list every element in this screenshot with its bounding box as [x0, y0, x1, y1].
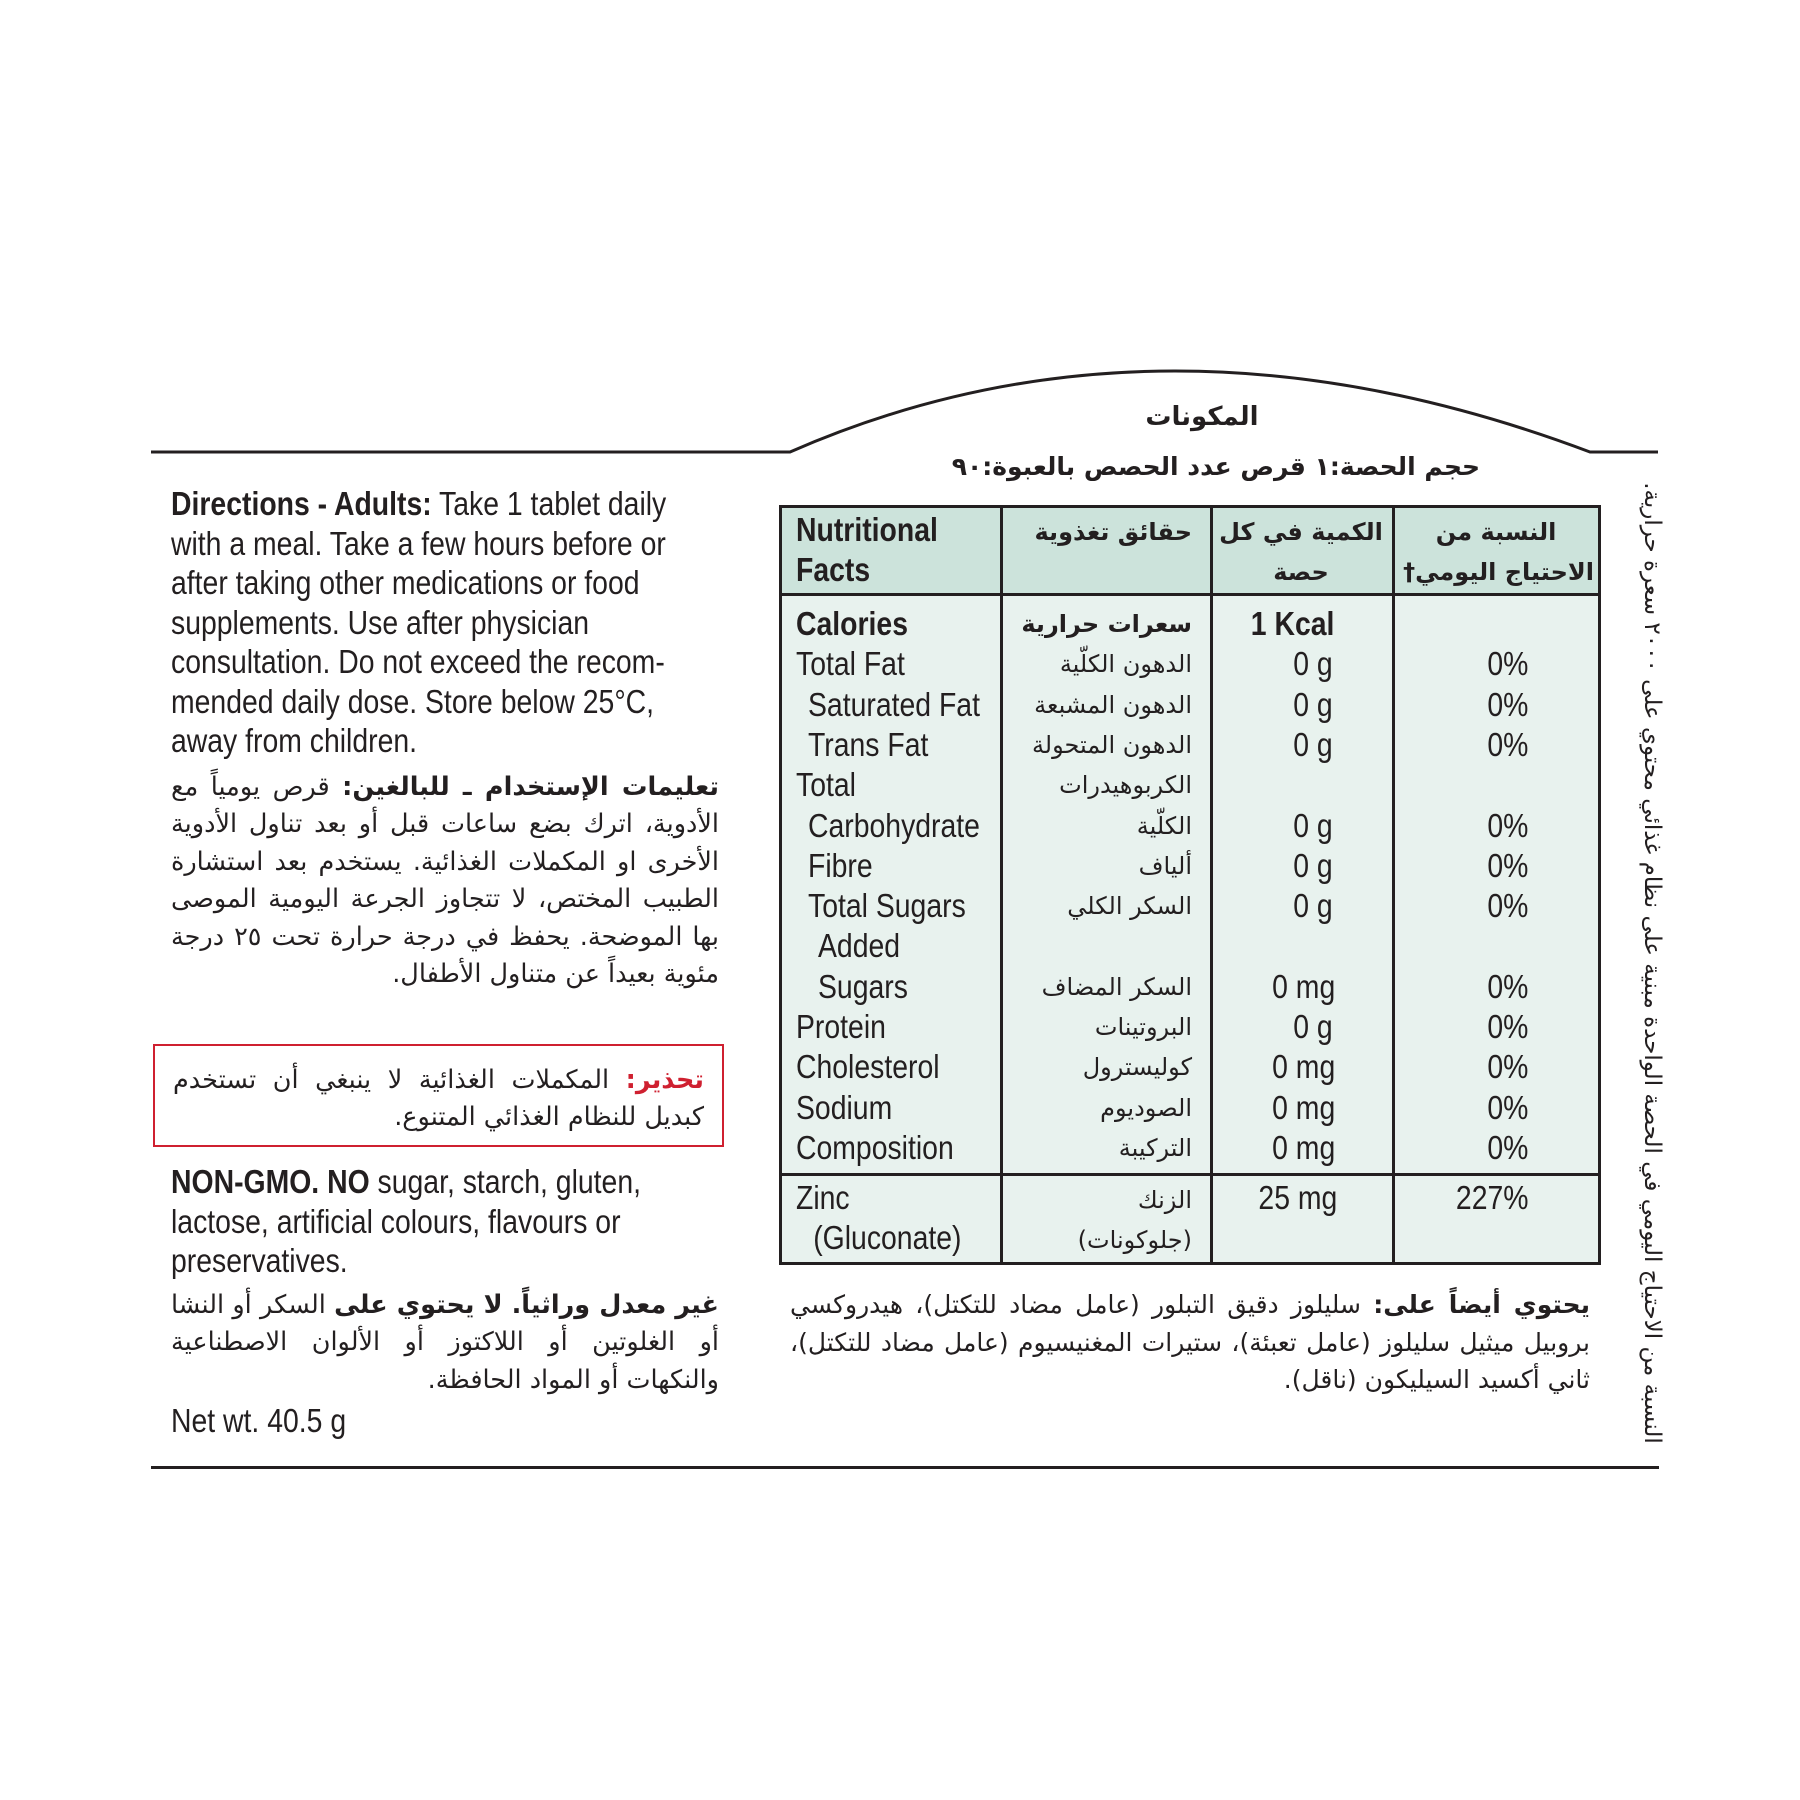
nutrient-name-ar: سعرات حرارية	[1021, 610, 1192, 638]
nutrient-name: Added	[818, 927, 901, 965]
nutrient-name: Sugars	[818, 967, 908, 1005]
nutrient-daily-value: 0%	[1487, 1048, 1529, 1086]
nutrient-daily-value: 0%	[1487, 725, 1529, 763]
nutrient-name: Total Fat	[796, 645, 905, 683]
nutrient-name-ar: ألياف	[1138, 851, 1192, 880]
nutrient-name: Saturated Fat	[808, 685, 980, 723]
warning-label: تحذير:	[625, 1065, 704, 1095]
nutrient-name-ar: الكلّية	[1136, 811, 1192, 840]
nutrient-amount: 0 mg	[1272, 1088, 1336, 1126]
directions-arabic: تعليمات الإستخدام ـ للبالغين: قرص يومياً مع الأدوية، اترك بضع ساعات قبل أو بعد تناول الأدوية الأخرى او المكملات الغذائية. يستخدم بعد استشارة الطبيب المختص، لا تتجاوز الجرعة اليومية الموصى بها الموضحة. يحفظ في درجة حرارة تحت ٢٥ درجة مئوية بعيداً عن متناول الأطفال.	[171, 771, 720, 989]
nutrient-amount: 0 g	[1293, 887, 1333, 925]
header-nutritional-facts: Nutritional Facts	[796, 511, 938, 588]
nutrient-daily-value: 0%	[1487, 887, 1529, 925]
nutrient-amount: 0 g	[1293, 806, 1333, 844]
nutrient-amount: 0 mg	[1272, 1128, 1336, 1166]
nutrient-daily-value: 0%	[1487, 1128, 1529, 1166]
label-bottom-border	[151, 1466, 1659, 1469]
directions-section	[171, 484, 719, 994]
nutrient-amount: 0 mg	[1272, 1048, 1336, 1086]
nutrient-name-ar: الصوديوم	[1100, 1093, 1192, 1122]
zinc-label-ar: الزنك (جلوكونات)	[1077, 1186, 1192, 1254]
serving-size: حجم الحصة:١ قرص عدد الحصص بالعبوة:٩٠	[951, 452, 1480, 481]
nutrient-name-ar: السكر الكلي	[1067, 892, 1192, 921]
nutrient-name-ar: الدهون المشبعة	[1034, 690, 1192, 719]
nutrient-amount: 0 g	[1293, 1008, 1333, 1045]
net-weight: Net wt. 40.5 g	[171, 1402, 347, 1439]
warning-box	[153, 1044, 724, 1147]
non-gmo-english: NON-GMO. NO sugar, starch, gluten, lactose, artificial colours, flavours or preservatives.	[171, 1163, 641, 1279]
nutrient-name: Protein	[796, 1008, 886, 1045]
nutrient-amount: 0 g	[1293, 846, 1333, 884]
nutrient-daily-value: 0%	[1487, 645, 1529, 683]
nutrient-name-ar: الدهون المتحولة	[1031, 730, 1192, 759]
nutrient-name: Calories	[796, 605, 909, 642]
nutrient-name: Total Sugars	[808, 887, 966, 925]
directions-english: Directions - Adults: Take 1 tablet daily with a meal. Take a few hours before or after taking other medications or food supplements. Use after physician consultation. Do not exceed the recom-mended daily dose. Store below 25°C, away from children.	[171, 485, 667, 759]
nutrient-daily-value: 0%	[1487, 967, 1529, 1005]
warning-text: المكملات الغذائية لا ينبغي أن تستخدم كبديل للنظام الغذائي المتنوع.	[173, 1065, 704, 1132]
nutrient-name: Total	[796, 766, 856, 804]
ingredients-title: المكونات	[1145, 402, 1259, 432]
non-gmo-arabic: غير معدل وراثياً. لا يحتوي على السكر أو النشا أو الغلوتين أو اللاكتوز أو الألوان الاصطناعية والنكهات أو المواد الحافظة.	[171, 1289, 719, 1395]
nutrient-name: Sodium	[796, 1088, 893, 1126]
nutrient-name-ar: السكر المضاف	[1041, 972, 1192, 1001]
nutrient-name-ar: البروتينات	[1094, 1013, 1192, 1041]
nutrient-daily-value: 0%	[1487, 1088, 1529, 1126]
zinc-amount: 25 mg	[1258, 1179, 1338, 1216]
nutrient-name: Fibre	[808, 846, 873, 884]
nutrient-name: Carbohydrate	[808, 806, 980, 844]
nutrient-name-ar: التركيبة	[1118, 1133, 1192, 1162]
nutrient-name: Composition	[796, 1128, 954, 1166]
nutrient-name-ar: الدهون الكلّية	[1059, 650, 1192, 679]
header-nutritional-facts-ar: حقائق تغذوية	[1034, 518, 1192, 546]
nutrient-name: Cholesterol	[796, 1048, 940, 1086]
nutrient-name: Trans Fat	[808, 725, 929, 763]
header-daily-value: النسبة من الاحتياج اليومي†	[1403, 518, 1594, 586]
nutrient-name-ar: كوليسترول	[1082, 1053, 1192, 1082]
zinc-label: Zinc (Gluconate)	[796, 1179, 962, 1256]
nutrient-daily-value: 0%	[1487, 846, 1529, 884]
other-ingredients: يحتوي أيضاً على: سليلوز دقيق التبلور (عامل مضاد للتكتل)، هيدروكسي بروبيل ميثيل سليلوز (عامل تعبئة)، ستيرات المغنيسيوم (عامل مضاد للتكتل)، ثاني أكسيد السيليكون (ناقل).	[790, 1290, 1590, 1394]
nutrient-amount: 1 Kcal	[1250, 605, 1335, 642]
nutrient-amount: 0 g	[1293, 645, 1333, 683]
nutrient-amount: 0 g	[1293, 725, 1333, 763]
nutrient-daily-value: 0%	[1487, 1008, 1529, 1045]
nutrient-daily-value: 0%	[1487, 685, 1529, 723]
nutrition-table	[779, 505, 1601, 1265]
nutrient-daily-value: 0%	[1487, 806, 1529, 844]
daily-value-footnote: النسبة من الاحتياج اليومي في الحصة الواحدة مبنية على نظام غذائي محتوي على ٢٠٠٠ سعرة حرارية.	[1639, 481, 1665, 1444]
zinc-daily-value: 227%	[1455, 1179, 1529, 1216]
header-amount-per-serving: الكمية في كل حصة	[1219, 518, 1383, 586]
nutrient-amount: 0 g	[1293, 685, 1333, 723]
nutrient-amount: 0 mg	[1272, 967, 1336, 1005]
nutrient-name-ar: الكربوهيدرات	[1059, 771, 1192, 800]
non-gmo-section	[171, 1162, 719, 1441]
